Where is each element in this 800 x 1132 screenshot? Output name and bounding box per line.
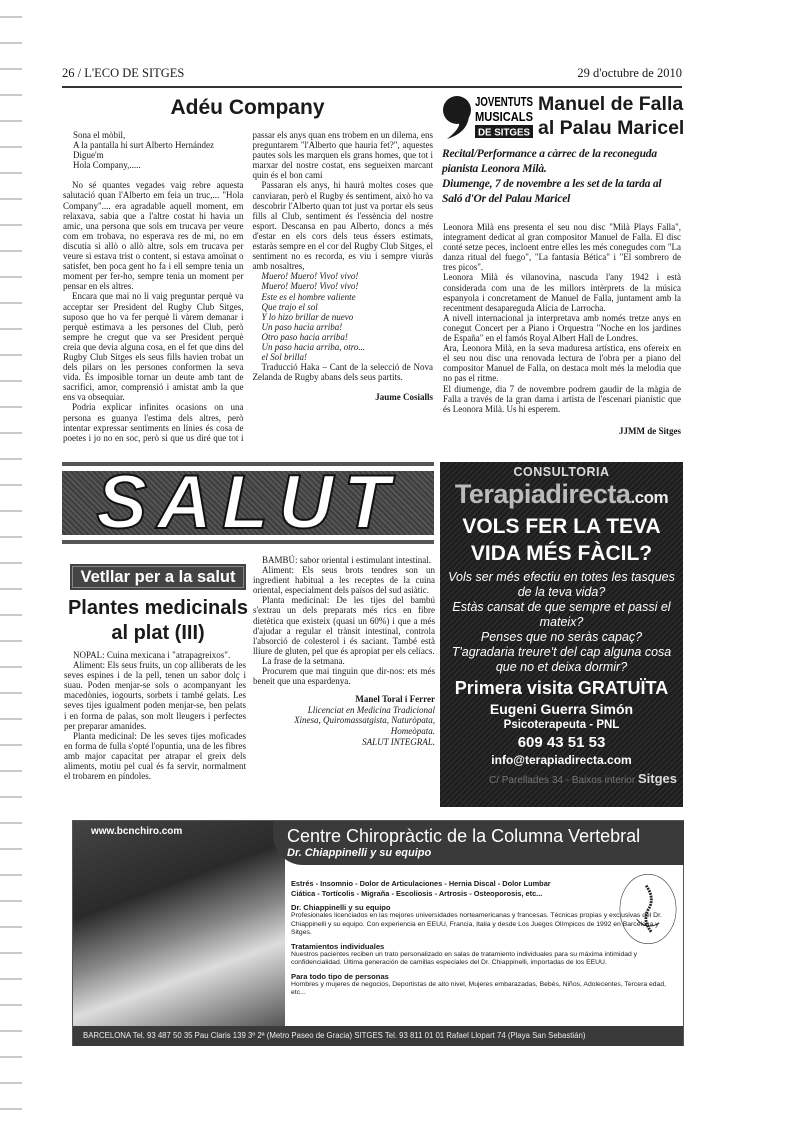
author-signature: Jaume Cosialls	[375, 392, 433, 403]
title-line: al Palau Maricel	[538, 117, 685, 139]
haka-note: Traducció Haka – Cant de la selecció de Nova Zelanda de Rugby abans dels seus partits.	[252, 362, 433, 383]
question: T'agradaria treure't del cap alguna cosa que no et deixa dormir?	[451, 645, 672, 674]
ad-text	[291, 879, 676, 998]
salut-section-banner	[62, 462, 434, 544]
therapist-name: Eugeni Guerra Simón	[489, 701, 634, 717]
section-heading: Para todo tipo de personas	[291, 971, 389, 981]
article-body-adeu	[63, 130, 433, 452]
ad-header	[273, 821, 684, 865]
phone-number: 609 43 51 53	[517, 734, 606, 751]
paragraph: Leonora Milà és vilanovina, nascuda l'any 1942 i està considerada com una de les millors intèrprets de la música espanyola i concretament de Manuel de Falla, juntament amb la recentment desapareguda Alícia de Larrocha.	[443, 272, 681, 313]
paragraph: Ara, Leonora Milà, en la seva maduresa artística, ens ofereix en el seu nou disc una renovada lectura de l'obra per a piano del compositor Manuel de Falla, on destaca molt més la melodia que no pas el ritme.	[443, 343, 681, 384]
page-number-publication: 26 / L'ECO DE SITGES	[62, 66, 185, 80]
credential-line: Xinesa, Quiromassatgista, Naturòpata,	[294, 715, 435, 726]
intro-line: Digue'm	[73, 150, 104, 161]
question: Vols ser més efectiu en totes les tasques de la teva vida?	[448, 570, 675, 599]
svg-text:JOVENTUTS: JOVENTUTS	[475, 95, 533, 109]
ad-title: Centre Chiropràctic de la Columna Vertebral	[287, 826, 641, 846]
email-address: info@terapiadirecta.com	[491, 753, 632, 767]
article-body-bambu	[253, 555, 435, 747]
verse-line: Este es el hombre valiente	[261, 291, 356, 302]
brand-tld: .com	[630, 488, 669, 507]
svg-text:MUSICALS: MUSICALS	[475, 110, 533, 124]
article-body-falla	[443, 222, 681, 436]
joventuts-musicals-logo	[441, 92, 536, 140]
verse-line: Muero! Muero! Vivo! vivo!	[261, 271, 359, 282]
ad-footer-addresses: BARCELONA Tel. 93 487 50 35 Pau Claris 139 3º 2ª (Metro Paseo de Gracia) SITGES Tel. 93 811 01 01 Rafael Llopart 74 (Playa San Sebastián)	[73, 1026, 683, 1046]
therapist-role: Psicoterapeuta - PNL	[503, 719, 620, 731]
intro-line: A la pantalla hi surt Alberto Hernández	[73, 140, 214, 151]
paragraph: Planta medicinal: De les seves tijes moficades en forma de fulla s'opté l'opuntia, una de les fibres amb major capacitat per atrapar el greix dels aliments, motiu pel cual és fa servir, normalment el trobarem en píndoles.	[64, 730, 246, 782]
credential-line: Llicenciat en Medicina Tradicional	[307, 704, 435, 715]
paragraph: Planta medicinal: De les tijes del bambú s'extrau un dels preparats més rics en fibre dietètica que existeix (quasi un 60%) i que a més d'ajudar a regular el trànsit intestinal, controla l'absorció de colesterol i és saciant. També està lliure de gluten, pel que és apropiat per els celíacs.	[253, 595, 435, 656]
section-heading: Tratamientos individuales	[291, 941, 385, 951]
credential-line: Homeòpata.	[390, 726, 435, 736]
header-rule	[62, 86, 682, 88]
verse-line: Muero! Muero! Vivo! vivo!	[261, 281, 359, 292]
section-heading: Dr. Chiappinelli y su equipo	[291, 903, 391, 912]
paragraph: Encara que mai no li vaig preguntar perquè va acceptar ser President del Rugby Club Sitges, suposo que ho va fer perquè li vàrem demanar i perquè estimava a les persones del Club, però sempre he cregut que va ser President perquè creia que devia alguna cosa, en el fet que dins del Rugby Club Sitges els seus fills havien trobat un dels pilars on les persones conformen la seva vida. És imposible tornar un deute amb tant de sacrifici, amor, comprensió i amistat amb la que ens va obsequiar.	[63, 291, 244, 403]
title-line: Manuel de Falla	[538, 93, 684, 115]
svg-text:DE SITGES: DE SITGES	[478, 127, 531, 139]
title-line: al plat (III)	[111, 622, 205, 644]
ad-subtitle: Dr. Chiappinelli y su equipo	[287, 847, 432, 859]
author-credit	[253, 694, 435, 747]
verse-line: el Sol brilla!	[261, 352, 307, 363]
article-title	[62, 596, 254, 646]
conditions-list: Ciática - Tortícolis - Migraña - Escoliosis - Artrosis - Osteoporosis, etc...	[291, 889, 543, 898]
verse-line: Un paso hacia arriba!	[261, 321, 343, 332]
website-url: www.bcnchiro.com	[91, 826, 183, 837]
spiral-binding	[0, 0, 22, 1132]
verse-line: Que trajo el sol	[261, 301, 318, 312]
paragraph: BAMBÚ: sabor oriental i estimulant intestinal.	[262, 555, 431, 565]
ad-label: CONSULTORIA	[513, 465, 610, 479]
intro-line: Hola Company,.....	[73, 160, 141, 171]
conditions-list: Estrés - Insomnio - Dolor de Articulaciones - Hernia Discal - Dolor Lumbar	[291, 879, 551, 888]
article-title: Adéu Company	[170, 96, 325, 119]
chiropractic-ad	[72, 820, 684, 1046]
intro-lines	[63, 130, 244, 170]
section-text: Hombres y mujeres de negocios, Deportistas de alto nivel, Mujeres embarazadas, Bebés, Niños, Adolecentes, Tercera edad, etc...	[291, 980, 667, 996]
intro-line: Sona el mòbil,	[73, 130, 126, 140]
subtitle-line: Diumenge, 7 de novembre a les set de la tarda al Saló d'Or del Palau Maricel	[442, 178, 662, 205]
paragraph: Leonora Milà ens presenta el seu nou disc "Milà Plays Falla", íntegrament dedicat al gran compositor Manuel de Falla. El disc conté setze peces, incloent entre elles les més conegudes com "La danza ritual del fuego", "La fantasía Bética" i "El sombrero de tres picos".	[443, 222, 681, 273]
banner-text: SALUT	[96, 460, 400, 545]
ad-brand	[440, 479, 683, 513]
ad-headline: VOLS FER LA TEVA	[462, 515, 661, 538]
section-text: Nuestros pacientes reciben un trato personalizado en salas de tratamiento individuales para su máxima intimidad y confidencialidad. Última generación de camillas especiales del Dr. Chiappinelli, importadas de los EEUU.	[291, 950, 638, 966]
author-name: Manel Toral i Ferrer	[355, 694, 435, 705]
paragraph: Aliment: Els seus fruits, un cop alliberats de les seves espines i de la pell, tenen un sabor dolç i suau. Poden menjar-se sols o acompanyant les macedònies, iogourts, sorbets i també gelats. Les seves tijes igualment poden menjar-se, ben pelats i en forma de palas, son molt lleugers i perfectes per preparar amanides.	[64, 660, 246, 731]
paragraph: Passaran els anys, hi haurà moltes coses que canviaran, però el Rugby és sentiment, això ho va descobrir l'Alberto quan tot just va portar els seus fills al Club, sentiment és l'essència del nostre esport. Descansa en pau Alberto, doncs a més d'estar en els cors dels teus éssers estimats, estaràs sempre en el cor del Rugby Club Sitges, el sentiment no es recorda, es viu i sempre viuràs amb nosaltres,	[252, 180, 433, 272]
paragraph: Podria explicar infinites ocasions on una persona es guanya l'estima dels altres, però intentar expressar sentiments en línies és cosa de poetes i jo no en soc, però si que us diré que tot i passar els anys quan ens trobem en un dilema, ens preguntarem "l'Alberto que hauria fet?", aquestes pautes sols les marquen els grans homes, que tot i marxar del nostre costat, ens segueixen marcant quin és el bon camí	[63, 130, 433, 443]
paragraph: Procurem que mai tinguin que dir-nos: ets més beneit que una espardenya.	[253, 666, 435, 687]
question: Estàs cansat de que sempre et passi el mateix?	[452, 600, 671, 629]
title-line: Plantes medicinals	[67, 597, 249, 619]
credential-line: SALUT INTEGRAL.	[362, 736, 435, 747]
terapiadirecta-ad	[440, 462, 683, 807]
verse-line: Otro paso hacia arriba!	[261, 331, 348, 342]
verse-line: Un paso hacia arriba, otro...	[261, 341, 366, 352]
ad-offer: Primera visita GRATUÏTA	[454, 678, 669, 698]
article-subtitle	[442, 147, 682, 207]
street-address: C/ Parellades 34 - Baixos interior	[489, 775, 636, 786]
brand-name: Terapiadirecta	[454, 479, 631, 509]
ad-headline: VIDA MÉS FÀCIL?	[470, 542, 653, 565]
question: Penses que no seràs capaç?	[480, 630, 643, 644]
chiropractor-photo	[73, 821, 285, 1026]
ad-questions	[440, 570, 683, 675]
issue-date: 29 d'octubre de 2010	[577, 66, 682, 80]
section-label: Vetllar per a la salut	[70, 564, 246, 590]
city: Sitges	[637, 771, 677, 786]
author-signature: JJMM de Sitges	[619, 425, 681, 436]
comma-logo-icon	[441, 92, 536, 140]
verse-line: Y lo hizo brillar de nuevo	[261, 311, 354, 322]
article-body-nopal	[64, 650, 246, 781]
haka-verse	[253, 271, 434, 362]
article-title	[538, 92, 684, 140]
paragraph: A nivell internacional ja interpretava amb només tretze anys en conegut Concert per a Piano i Orquestra "Noche en los jardines de España" en el famós Royal Albert Hall de Londres.	[443, 312, 681, 344]
paragraph: NOPAL: Cuina mexicana i "atrapagreixos".	[73, 650, 231, 660]
paragraph: La frase de la setmana.	[262, 655, 345, 666]
paragraph: Aliment: Els seus brots tendres son un ingredient habitual a les receptes de la cuina oriental, especialment dels països del sud asiàtic.	[253, 565, 435, 596]
subtitle-line: Recital/Performance a càrrec de la reconeguda pianista Leonora Milà.	[442, 148, 657, 175]
paragraph: El diumenge, dia 7 de novembre podrem gaudir de la màgia de Falla a través de la gran dama i artista de l'escenari pianístic que és Leonora Milà. Us hi esperem.	[443, 383, 681, 414]
section-text: Profesionales licenciados en las mejores universidades norteamericanas y francesas. Técnicas propias y exclusivas del Dr. Chiappinelli y su equipo. Con experiencia en EEUU, Francia, Italia y desde Los Juegos Olímpicos de 1992 en Barcelona y Sitges.	[291, 912, 662, 936]
paragraph: No sé quantes vegades vaig rebre aquesta salutació quan l'Alberto em feia un truc,... "Hola Company".... era agradable aquell moment, em relaxava, sabia que a l'altre costat hi havia un amic, una persona que sols em trucava per veure com em trobava, no esperava res de mi, no em discutia si allò o allò altre, sols em trucava per veure si estava trist o content, si estava amoïnat o satisfet, ben poca gent ho fa i ell sempre tenia un moment per fer-ho, sempre tenia un moment per pensar en els altres.	[63, 180, 244, 292]
ad-address	[440, 771, 683, 786]
